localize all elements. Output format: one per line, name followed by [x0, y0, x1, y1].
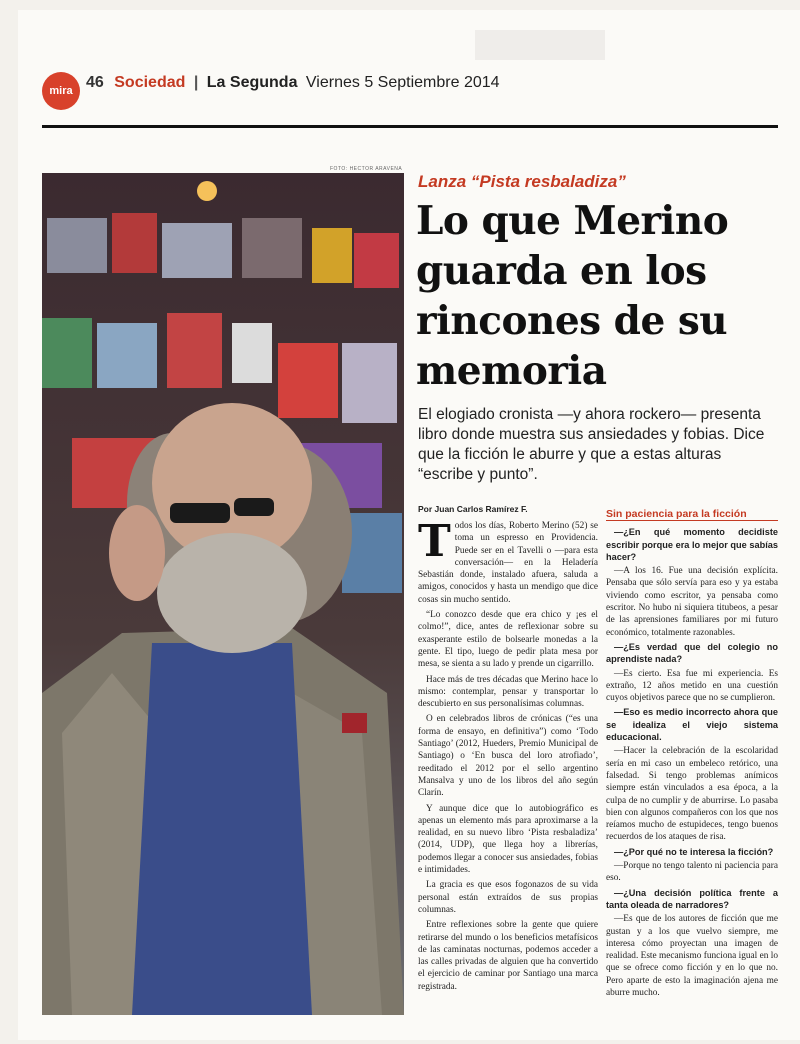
body-paragraph: O en celebrados libros de crónicas (“es una forma de ensayo, en definitiva”) como ‘Todo Santiago’ (2012, Hueders, Premio Municipal de Santiago) o ‘En busca del loro atrofiado’, reeditado el 2012 por el sello argentino Mansalva y uno de los libros del año según Clarín.	[418, 714, 598, 799]
body-paragraph: Y aunque dice que lo autobiográfico es apenas un elemento más para aproximarse a la realidad, en su nuevo libro ‘Pista resbaladiza’ (2014, UDP), que llega hoy a librerías, podemos llegar a conocer sus ansiedades, fobias e intimidades.	[418, 803, 598, 876]
article-byline: Por Juan Carlos Ramírez F.	[418, 504, 528, 514]
headline-line: memoria	[416, 348, 607, 394]
interview-question: —¿Por qué no te interesa la ficción?	[614, 846, 774, 857]
interview-question: —¿Es verdad que del colegio no aprendiste nada?	[606, 641, 778, 665]
article-lede: El elogiado cronista —y ahora rockero— presenta libro donde muestra sus ansiedades y fobias. Dice que la ficción le aburre y que a estas alturas “escribe y punto”.	[418, 406, 765, 483]
interview-sidebar	[606, 508, 778, 1001]
headline-line: rincones de su	[416, 298, 728, 344]
headline-line: guarda en los	[416, 248, 707, 294]
interview-question: —Eso es medio incorrecto ahora que se idealiza el viejo sistema educacional.	[606, 707, 778, 743]
section-name: Sociedad	[114, 74, 186, 91]
page-number: 46	[86, 74, 104, 91]
interview-answer: —Es que de los autores de ficción que me gustan y a los que vuelvo siempre, me interesa cómo proyectan una imagen de realidad. Este mecanismo funciona igual en lo que se ofrece como ficción y en lo que no. Pero aparte de esto la imaginación ajena me aburre mucho.	[606, 914, 778, 998]
article-kicker: Lanza “Pista resbaladiza”	[418, 172, 626, 191]
publication-name: La Segunda	[206, 74, 298, 91]
drop-cap: T	[418, 516, 451, 567]
interview-question: —¿Una decisión política frente a tanta oleada de narradores?	[606, 887, 778, 910]
portrait-photo	[42, 173, 404, 1015]
photo-credit: FOTO: HECTOR ARAVENA	[330, 166, 403, 172]
interview-subhead: Sin paciencia para la ficción	[606, 508, 747, 520]
portrait-illustration	[42, 173, 404, 1015]
interview-answer: —Es cierto. Esa fue mi experiencia. Es extraño, 12 años metido en una cuestión cuyos objetivos parece que no se cumplieron.	[606, 668, 778, 704]
subhead-rule	[606, 520, 778, 521]
headline-line: Lo que Merino	[416, 198, 729, 244]
interview-answer: —Hacer la celebración de la escolaridad sería en mi caso un embeleco retórico, una falsedad. Si tengo problemas anímicos siempre están vinculados a esa época, a la culpa de no cumplir y de aburrirse. Lo pasaba bien con algunos compañeros con los que nos reíamos mucho de estupideces, tengo buenos recuerdos de los ataques de risa.	[606, 746, 778, 843]
page-header	[86, 74, 500, 92]
scan-strip	[475, 30, 605, 60]
publication-date: Viernes 5 Septiembre 2014	[305, 74, 500, 91]
body-paragraph: “Lo conozco desde que era chico y ¡es el colmo!”, dice, antes de reflexionar sobre su exasperante estilo de bolsearle monedas a la gente. El tipo, luego de pedir plata mesa por mesa, se sienta a su lado y prende un cigarrillo.	[418, 610, 598, 670]
body-paragraph	[418, 516, 598, 606]
interview-answer: —A los 16. Fue una decisión explícita. Pensaba que sólo servía para eso y ya estaba viviendo como escritor, ya pensaba como escritor. No hubo ni siquiera titubeos, a pesar de las aprensiones familiares por mi futuro económico, totalmente razonables.	[606, 566, 778, 638]
header-separator: |	[193, 74, 199, 91]
interview-question: —¿En qué momento decidiste escribir porque era lo mejor que sabías hacer?	[606, 527, 778, 562]
body-paragraph-text: odos los días, Roberto Merino (52) se toma un espresso en Providencia. Puede ser en el Tavelli o —para esta conversación— en la Heladería Sebastián donde, instalado afuera, saluda a amigos, conocidos y hasta un mendigo que dice cosas sin mucho sentido.	[418, 521, 598, 605]
interview-answer: —Porque no tengo talento ni paciencia para eso.	[606, 861, 778, 884]
article-headline	[416, 196, 786, 396]
header-rule	[42, 125, 778, 128]
body-paragraph: La gracia es que esos fogonazos de su vida personal están extraídos de sus propias columnas.	[418, 880, 598, 915]
body-paragraph: Hace más de tres décadas que Merino hace lo mismo: contemplar, pensar y transportar lo descubierto en sus personalísimas columnas.	[418, 674, 598, 710]
mira-badge: mira	[42, 72, 80, 110]
body-paragraph: Entre reflexiones sobre la gente que quiere retirarse del mundo o los beneficios metafísicos de las caminatas nocturnas, podemos acceder a las calles privadas de alguien que ha convertido el ejercicio de caminar por Santiago una marca registrada.	[418, 920, 598, 992]
article-body	[418, 516, 598, 996]
